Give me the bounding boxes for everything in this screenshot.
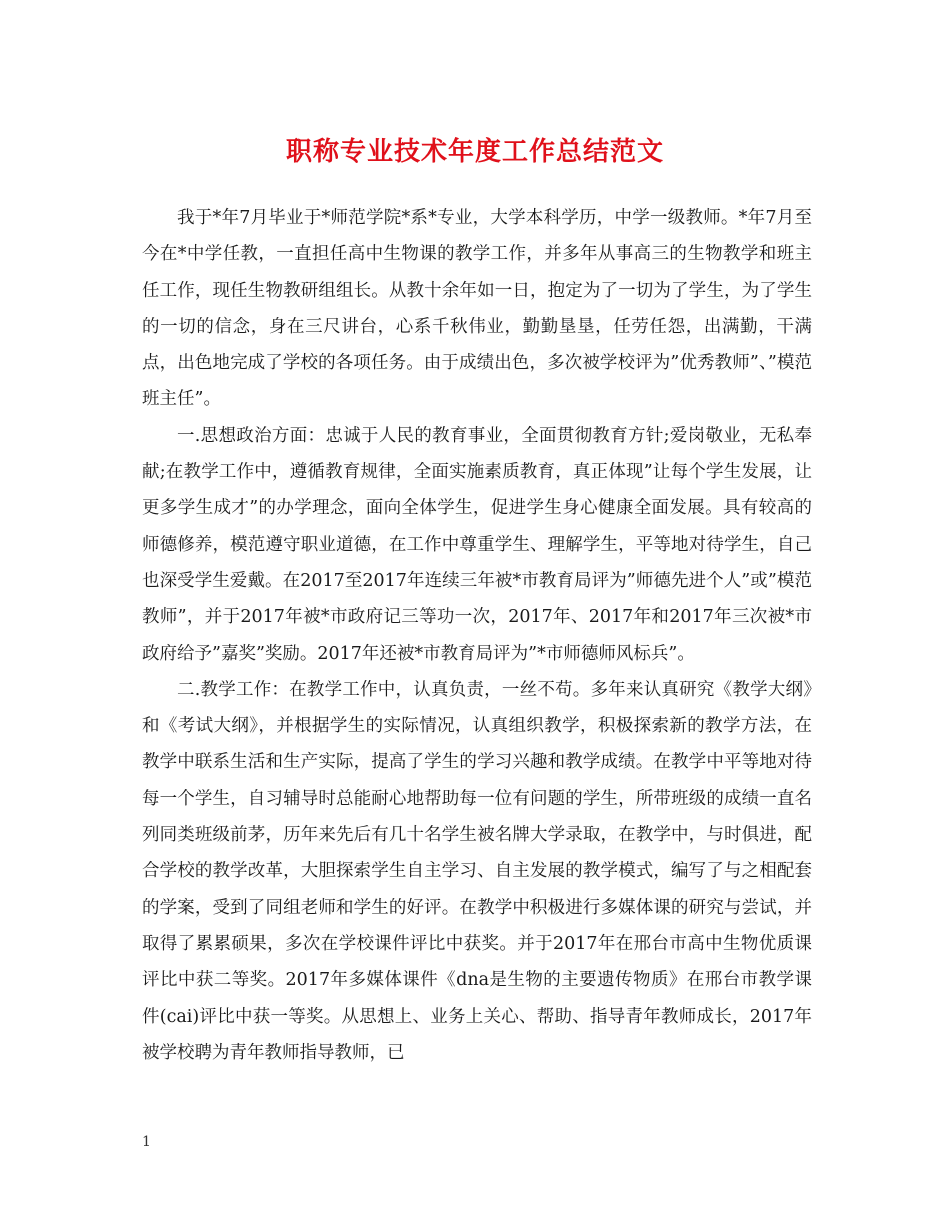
page-number: 1: [142, 1134, 151, 1150]
document-title: 职称专业技术年度工作总结范文: [285, 137, 664, 167]
paragraph-teaching: 二.教学工作：在教学工作中，认真负责，一丝不苟。多年来认真研究《教学大纲》和《考试大纲》，并根据学生的实际情况，认真组织教学，积极探索新的教学方法，在教学中联系生活和生产实际，提高了学生的学习兴趣和教学成绩。在教学中平等地对待每一个学生，自习辅导时总能耐心地帮助每一位有问题的学生，所带班级的成绩一直名列同类班级前茅，历年来先后有几十名学生被名牌大学录取，在教学中，与时俱进，配合学校的教学改革，大胆探索学生自主学习、自主发展的教学模式，编写了与之相配套的学案，受到了同组老师和学生的好评。在教学中积极进行多媒体课的研究与尝试，并取得了累累硕果，多次在学校课件评比中获奖。并于2017年在邢台市高中生物优质课评比中获二等奖。2017年多媒体课件《dna是生物的主要遗传物质》在邢台市教学课件(cai)评比中获一等奖。从思想上、业务上关心、帮助、指导青年教师成长，2017年被学校聘为青年教师指导教师，已: [142, 679, 812, 1063]
paragraph-political: 一.思想政治方面：忠诚于人民的教育事业，全面贯彻教育方针;爱岗敬业，无私奉献;在教学工作中，遵循教育规律，全面实施素质教育，真正体现”让每个学生发展，让更多学生成才”的办学理念，面向全体学生，促进学生身心健康全面发展。具有较高的师德修养，模范遵守职业道德，在工作中尊重学生、理解学生，平等地对待学生，自己也深受学生爱戴。在2017至2017年连续三年被*市教育局评为”师德先进个人”或”模范教师”，并于2017年被*市政府记三等功一次，2017年、2017年和2017年三次被*市政府给予”嘉奖”奖励。2017年还被*市教育局评为”*市师德师风标兵”。: [142, 425, 812, 664]
paragraph-intro: 我于*年7月毕业于*师范学院*系*专业，大学本科学历，中学一级教师。*年7月至今在*中学任教，一直担任高中生物课的教学工作，并多年从事高三的生物教学和班主任工作，现任生物教研组组长。从教十余年如一日，抱定为了一切为了学生，为了学生的一切的信念，身在三尺讲台，心系千秋伟业，勤勤垦垦，任劳任怨，出满勤，干满点，出色地完成了学校的各项任务。由于成绩出色，多次被学校评为”优秀教师”、”模范班主任”。: [142, 208, 812, 410]
document-body: [142, 200, 812, 1071]
